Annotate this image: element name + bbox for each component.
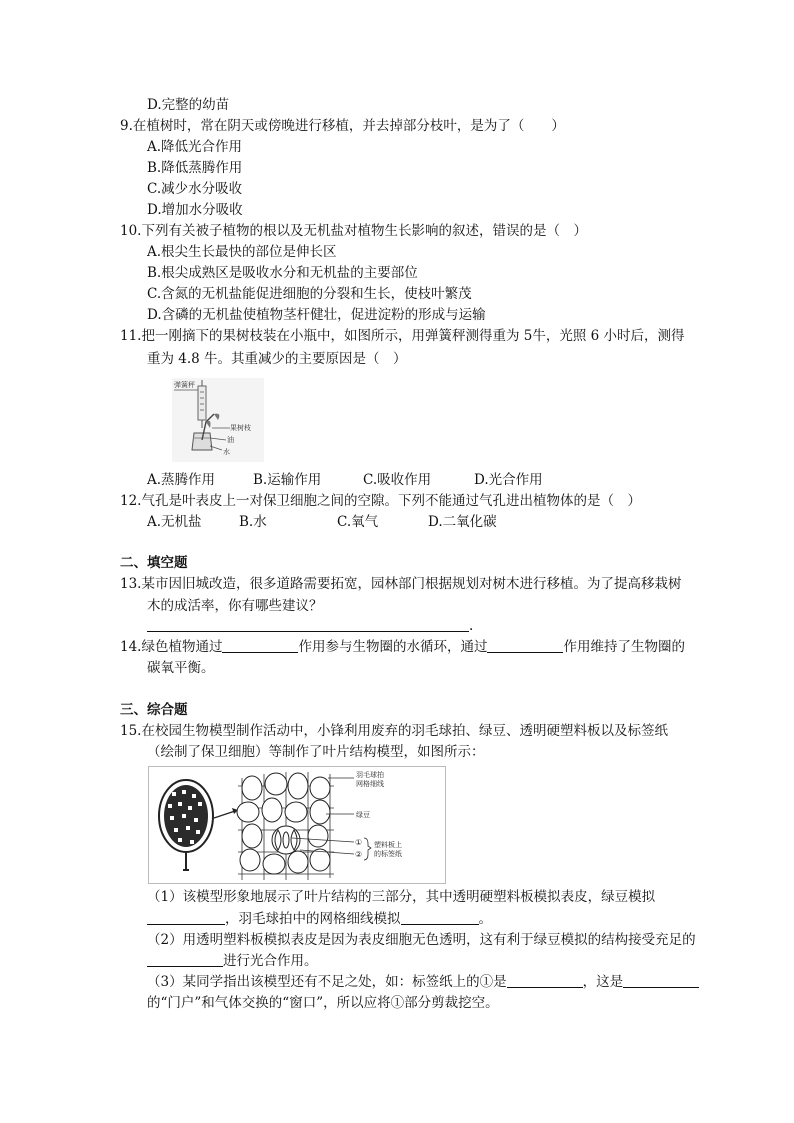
q13-answer-line	[147, 617, 473, 635]
q13-stem-line1: 13.某市因旧城改造，很多道路需要拓宽，园林部门根据规划对树木进行移植。为了提高移栽树	[120, 576, 682, 592]
q15-part3-line1	[147, 973, 699, 991]
q15-part1-line1: （1）该模型形象地展示了叶片结构的三部分，其中透明硬塑料板模拟表皮，绿豆模拟	[147, 889, 656, 905]
q14-blank1[interactable]	[222, 638, 298, 653]
q15-part3-text-b: ，这是	[582, 974, 624, 990]
q11-figure-label-oil: 油	[227, 436, 234, 444]
q12-option-a: A.无机盐	[147, 514, 202, 530]
q11-figure	[172, 378, 264, 462]
q15-part1-text: ，羽毛球拍中的网格细线模拟	[225, 911, 401, 927]
q15-stem-line2: （绘制了保卫细胞）等制作了叶片结构模型，如图所示：	[147, 744, 485, 760]
q15-part2-text: 进行光合作用。	[223, 953, 318, 969]
q15-blank-mesophyll[interactable]	[147, 910, 225, 925]
q15-part2-line2	[147, 952, 318, 970]
q9-option-a: A.降低光合作用	[147, 139, 243, 155]
q15-part1-line2	[147, 910, 492, 928]
q15-blank-gateway[interactable]	[623, 973, 699, 988]
q14-part3: 作用维持了生物圈的	[563, 639, 685, 655]
q11-figure-label-branch: 果树枝	[230, 424, 251, 432]
q9-option-d: D.增加水分吸收	[147, 202, 243, 218]
section-title-fill-in: 二、填空题	[120, 555, 188, 571]
q11-option-a: A.蒸腾作用	[147, 472, 216, 488]
q10-option-a: A.根尖生长最快的部位是伸长区	[147, 244, 337, 260]
q15-figure-label-tag2: 的标签纸	[374, 850, 402, 858]
section-title-comprehensive: 三、综合题	[120, 702, 188, 718]
q10-option-b: B.根尖成熟区是吸收水分和无机盐的主要部位	[147, 265, 418, 281]
q12-option-d: D.二氧化碳	[428, 514, 497, 530]
q13-stem-line2: 木的成活率，你有哪些建议？	[147, 598, 323, 614]
q15-blank-light[interactable]	[147, 952, 223, 967]
q12-option-b: B.水	[239, 514, 267, 530]
q10-stem: 10.下列有关被子植物的根以及无机盐对植物生长影响的叙述，错误的是（ ）	[120, 223, 587, 239]
q15-figure-label-bean: 绿豆	[356, 811, 370, 819]
q9-option-c: C.减少水分吸收	[147, 181, 243, 197]
q11-stem-line1: 11.把一刚摘下的果树枝装在小瓶中，如图所示，用弹簧秤测得重为 5牛，光照 6 小时后，测得	[120, 328, 685, 344]
q11-option-b: B.运输作用	[253, 472, 322, 488]
q15-figure-label-net2: 网格细线	[356, 780, 384, 788]
q11-stem-line2: 重为 4.8 牛。其重减少的主要原因是（ ）	[147, 351, 407, 367]
q15-figure-label-net: 羽毛球拍	[356, 771, 384, 779]
q10-option-d: D.含磷的无机盐使植物茎杆健壮，促进淀粉的形成与运输	[147, 307, 486, 323]
q15-part2-line1: （2）用透明塑料板模拟表皮是因为表皮细胞无色透明，这有利于绿豆模拟的结构接受充足的	[147, 932, 696, 948]
q12-option-c: C.氧气	[337, 514, 379, 530]
q12-stem: 12.气孔是叶表皮上一对保卫细胞之间的空隙。下列不能通过气孔进出植物体的是（ ）	[120, 493, 641, 509]
q15-blank-vein[interactable]	[401, 910, 479, 925]
q15-stem-line1: 15.在校园生物模型制作活动中，小锋利用废弃的羽毛球拍、绿豆、透明硬塑料板以及标签纸	[120, 723, 668, 739]
q15-blank-stomata[interactable]	[507, 973, 583, 988]
q14-line1	[120, 638, 685, 656]
q15-figure-marker-1: ①	[355, 838, 363, 847]
q15-figure-marker-2: ②	[355, 850, 363, 859]
q11-figure-label-scale: 弹簧秤	[174, 381, 195, 389]
q14-blank2[interactable]	[487, 638, 563, 653]
q14-part2: 作用参与生物圈的水循环，通过	[298, 639, 488, 655]
q13-answer-blank[interactable]	[147, 617, 469, 632]
q11-option-d: D.光合作用	[474, 472, 543, 488]
q15-figure	[148, 766, 446, 884]
q15-part3-text-a: （3）某同学指出该模型还有不足之处，如：标签纸上的①是	[147, 974, 507, 990]
q11-figure-label-water: 水	[223, 448, 230, 456]
q13-end-mark: .	[469, 618, 474, 634]
q11-option-c: C.吸收作用	[363, 472, 432, 488]
q9-stem: 9.在植树时，常在阴天或傍晚进行移植，并去掉部分枝叶，是为了（ ）	[120, 118, 565, 134]
q14-line2: 碳氧平衡。	[147, 660, 215, 676]
q9-option-b: B.降低蒸腾作用	[147, 160, 243, 176]
q10-option-c: C.含氮的无机盐能促进细胞的分裂和生长，使枝叶繁茂	[147, 286, 472, 302]
q14-part1: 14.绿色植物通过	[120, 639, 223, 655]
q15-part3-line2: 的“门户”和气体交换的“窗口”，所以应将①部分剪裁挖空。	[147, 995, 499, 1011]
q8-option-d: D.完整的幼苗	[147, 97, 230, 113]
q15-figure-label-tag1: 塑料板上	[374, 841, 402, 849]
q15-part1-end: 。	[478, 911, 492, 927]
